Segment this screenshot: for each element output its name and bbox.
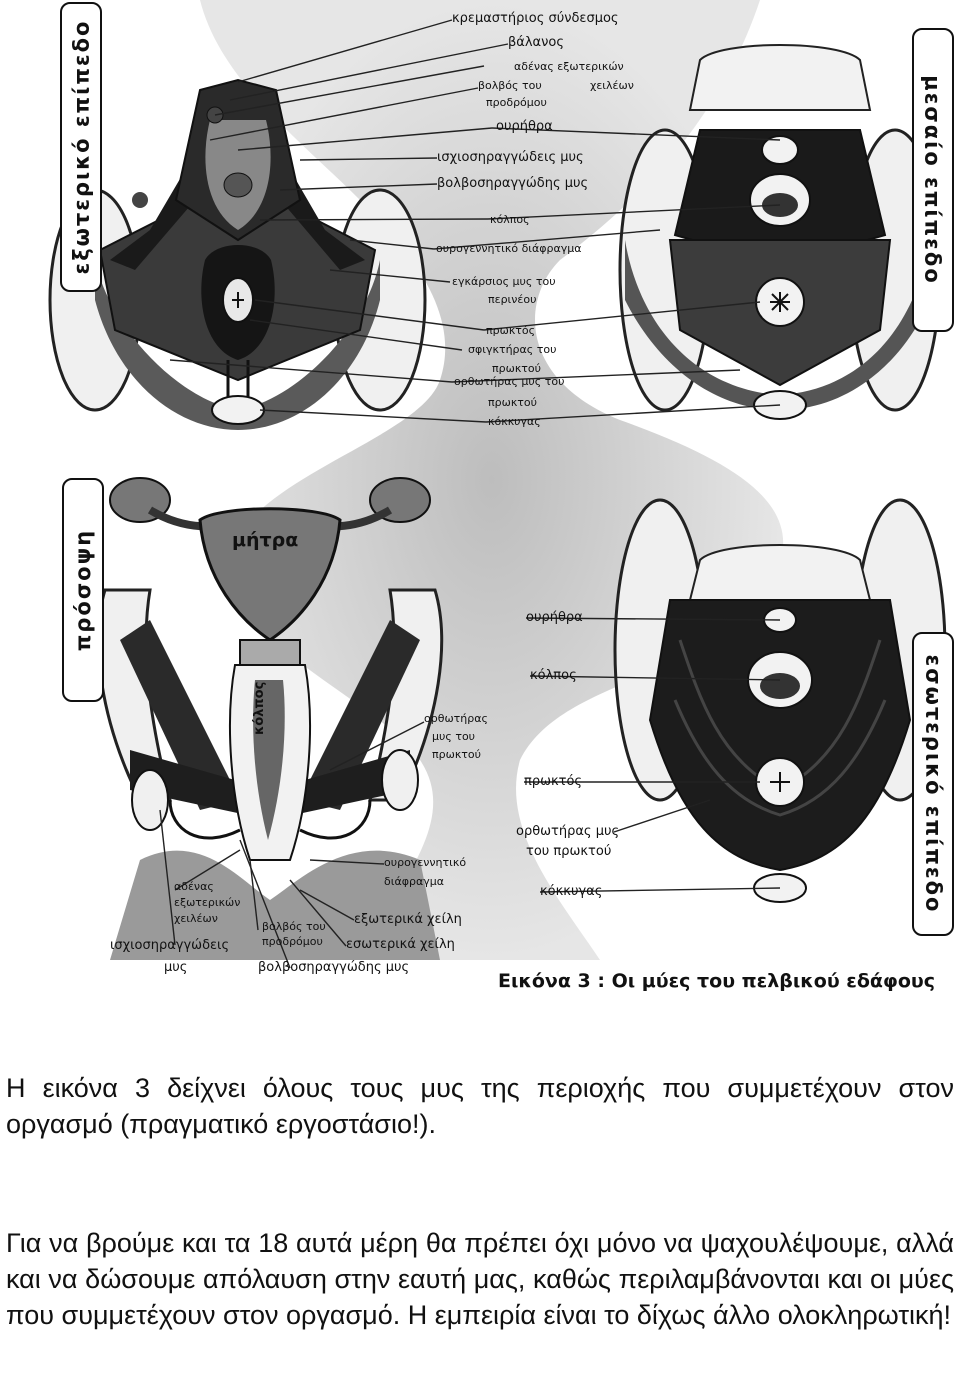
label-vagina-front: κόλπος: [252, 681, 267, 735]
external-plane-label: εξωτερικό επίπεδο: [69, 19, 94, 275]
label-urogenital-front-2: διάφραγμα: [384, 875, 444, 888]
front-view-label: πρόσοψη: [71, 528, 96, 652]
label-coccyx-top: κόκκυγας: [488, 415, 541, 428]
label-vestibule-bulb-2: προδρόμου: [486, 96, 547, 109]
label-glans: βάλανος: [508, 35, 564, 50]
label-gland-outer-lips-2: χειλέων: [590, 79, 634, 92]
label-transverse-perineal-2: περινέου: [488, 293, 537, 306]
paragraph-body: Για να βρούμε και τα 18 αυτά μέρη θα πρέπει όχι μόνο να ψαχουλέψουμε, αλλά και να δώσουμε απόλαυση στην εαυτή μας, καθώς περιλαμβάνονται και οι μύες που συμμετέχουν στον οργασμό. Η εμπειρία είναι το δίχως άλλο ολοκληρωτική!: [6, 1228, 954, 1330]
label-vestibule-bulb-1: βολβός του: [478, 79, 542, 92]
label-levator-internal-2: του πρωκτού: [526, 844, 612, 859]
label-gland-front-1: αδένας: [174, 880, 214, 893]
label-levator-front-1: ορθωτήρας: [424, 712, 488, 725]
label-transverse-perineal-1: εγκάρσιος μυς του: [452, 275, 556, 288]
label-bulbocavernosus-top: βολβοσηραγγώδης μυς: [437, 176, 589, 191]
label-ischio-front-1: ισχιοσηραγγώδεις: [110, 938, 230, 953]
front-view-label-box: [62, 478, 104, 702]
middle-plane-label: μεσαίο επίπεδο: [921, 75, 946, 285]
label-levator-internal-1: ορθωτήρας μυς: [516, 824, 620, 839]
label-suspensory-ligament: κρεμαστήριος σύνδεσμος: [452, 11, 619, 26]
label-levator-ani-2: πρωκτού: [488, 396, 538, 409]
label-bulb-front-1: βολβός του: [262, 920, 326, 933]
figure-caption: Εικόνα 3 : Οι μύες του πελβικού εδάφους: [498, 970, 935, 992]
internal-plane-label-box: [912, 632, 954, 936]
external-plane-label-box: [60, 2, 102, 292]
label-anal-sphincter-1: σφιγκτήρας του: [468, 343, 557, 356]
label-urogenital-diaphragm-top: ουρογεννητικό διάφραγμα: [436, 242, 582, 255]
label-ischiocavernosus-top: ισχιοσηραγγώδεις μυς: [437, 150, 584, 165]
label-anal-sphincter-2: πρωκτού: [492, 362, 542, 375]
label-bulbo-front: βολβοσηραγγώδης μυς: [258, 960, 410, 975]
label-levator-front-3: πρωκτού: [432, 748, 482, 761]
label-urethra-top: ουρήθρα: [496, 119, 553, 134]
internal-plane-label: εσωτερικό επίπεδο: [921, 654, 945, 914]
label-outer-lips: εξωτερικά χείλη: [354, 912, 462, 927]
label-uterus: μήτρα: [232, 529, 299, 551]
label-bulb-front-2: προδρόμου: [262, 935, 323, 948]
label-gland-front-2: εξωτερικών: [174, 896, 241, 909]
label-anus-top: πρωκτός: [486, 324, 536, 337]
label-gland-front-3: χειλέων: [174, 912, 218, 925]
label-vagina-internal: κόλπος: [530, 668, 577, 683]
label-urogenital-front-1: ουρογεννητικό: [384, 856, 467, 869]
paragraph-intro: Η εικόνα 3 δείχνει όλους τους μυς της περιοχής που συμμετέχουν στον οργασμό (πραγματικό εργοστάσιο!).: [6, 1073, 954, 1139]
label-vagina-top: κόλπος: [490, 213, 530, 226]
label-gland-outer-lips-1: αδένας εξωτερικών: [514, 60, 624, 73]
label-anus-internal: πρωκτός: [524, 774, 583, 789]
label-ischio-front-2: μυς: [164, 960, 188, 975]
middle-plane-label-box: [912, 28, 954, 332]
label-coccyx-internal: κόκκυγας: [540, 884, 603, 899]
label-inner-lips: εσωτερικά χείλη: [346, 937, 455, 952]
label-urethra-internal: ουρήθρα: [526, 610, 583, 625]
label-levator-ani-1: ορθωτήρας μυς του: [454, 375, 565, 388]
label-levator-front-2: μυς του: [432, 730, 476, 743]
